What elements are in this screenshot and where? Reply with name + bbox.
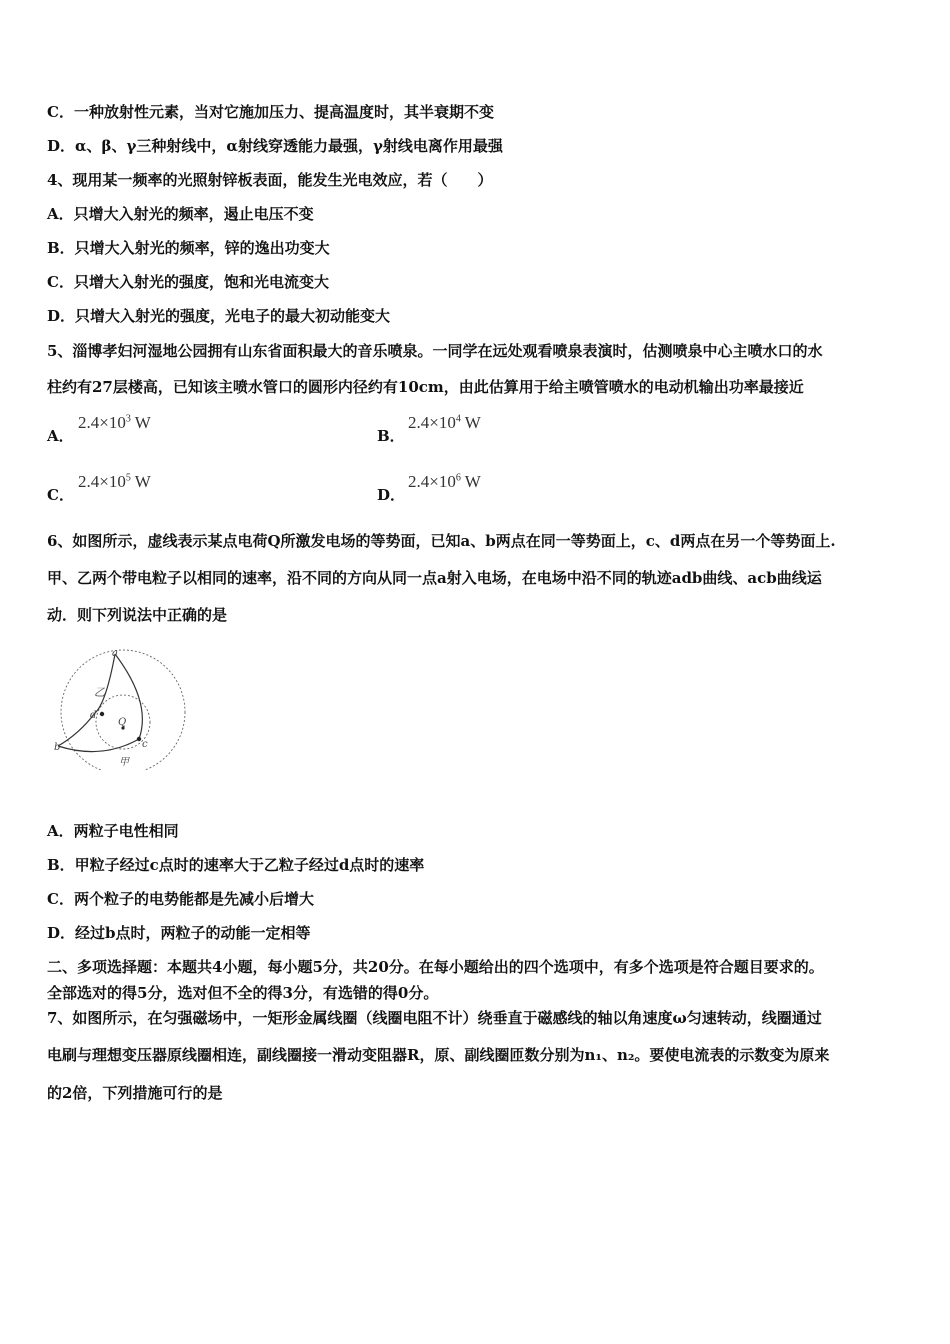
q6-opt-c: C．两个粒子的电势能都是先减小后增大: [47, 890, 314, 908]
q7-stem-line3: 的2倍，下列措施可行的是: [47, 1084, 223, 1102]
trajectory-adb: [58, 654, 115, 746]
point-d: [100, 712, 104, 716]
line-q3-opt-d: D．α、β、γ三种射线中，α射线穿透能力最强，γ射线电离作用最强: [47, 137, 503, 155]
q4-opt-a: A．只增大入射光的频率，遏止电压不变: [47, 205, 314, 223]
q4-opt-b: B．只增大入射光的频率，锌的逸出功变大: [47, 239, 330, 257]
label-q: Q: [118, 717, 127, 728]
q6-stem-line2: 甲、乙两个带电粒子以相同的速率，沿不同的方向从同一点a射入电场，在电场中沿不同的轨迹adb曲线、acb曲线运: [47, 569, 822, 587]
point-c: [137, 737, 141, 741]
label-c: c: [142, 739, 148, 750]
q6-opt-d: D．经过b点时，两粒子的动能一定相等: [47, 924, 311, 942]
label-d: d: [90, 710, 97, 721]
q6-stem-line3: 动．则下列说法中正确的是: [47, 606, 228, 624]
label-b: b: [54, 742, 61, 753]
q5-stem-line1: 5、淄博孝妇河湿地公园拥有山东省面积最大的音乐喷泉。一同学在远处观看喷泉表演时，估测喷泉中心主喷水口的水: [47, 342, 823, 360]
q5-opt-d-value: $2.4\times 10^6$ W: [408, 472, 481, 491]
q7-stem-line2: 电刷与理想变压器原线圈相连，副线圈接一滑动变阻器R，原、副线圈匝数分别为n₁、n₂。要使电流表的示数变为原来: [47, 1046, 830, 1064]
section2-heading-line2: 全部选对的得5分，选对但不全的得3分，有选错的得0分。: [47, 984, 439, 1002]
label-jia: 甲: [119, 757, 129, 768]
q6-equipotential-figure: [52, 648, 192, 770]
label-yi: 乙: [94, 686, 105, 699]
outer-equipotential: [61, 650, 185, 770]
q5-opt-a-value: $2.4\times 10^3$ W: [78, 413, 151, 432]
q5-opt-b-label: B．: [377, 427, 405, 445]
q6-opt-b: B．甲粒子经过c点时的速率大于乙粒子经过d点时的速率: [47, 856, 425, 874]
q6-opt-a: A．两粒子电性相同: [47, 822, 179, 840]
q5-opt-c-label: C．: [47, 486, 74, 504]
q7-stem-line1: 7、如图所示，在匀强磁场中，一矩形金属线圈（线圈电阻不计）绕垂直于磁感线的轴以角速度ω匀速转动，线圈通过: [47, 1009, 822, 1027]
q5-opt-c-value: $2.4\times 10^5$ W: [78, 472, 151, 491]
q4-stem: 4、现用某一频率的光照射锌板表面，能发生光电效应，若（ ）: [47, 171, 493, 189]
line-q3-opt-c: C．一种放射性元素，当对它施加压力、提高温度时，其半衰期不变: [47, 103, 494, 121]
q4-opt-d: D．只增大入射光的强度，光电子的最大初动能变大: [47, 307, 391, 325]
q5-opt-a-label: A．: [47, 427, 74, 445]
q5-stem-line2: 柱约有27层楼高，已知该主喷水管口的圆形内径约有10cm，由此估算用于给主喷管喷水的电动机输出功率最接近: [47, 378, 804, 396]
q6-stem-line1: 6、如图所示，虚线表示某点电荷Q所激发电场的等势面，已知a、b两点在同一等势面上，c、d两点在另一个等势面上.: [47, 532, 836, 550]
label-a: a: [112, 648, 118, 659]
q4-opt-c: C．只增大入射光的强度，饱和光电流变大: [47, 273, 329, 291]
q5-opt-d-label: D．: [377, 486, 406, 504]
section2-heading-line1: 二、多项选择题：本题共4小题，每小题5分，共20分。在每小题给出的四个选项中，有多个选项是符合题目要求的。: [47, 958, 824, 976]
q5-opt-b-value: $2.4\times 10^4$ W: [408, 413, 481, 432]
